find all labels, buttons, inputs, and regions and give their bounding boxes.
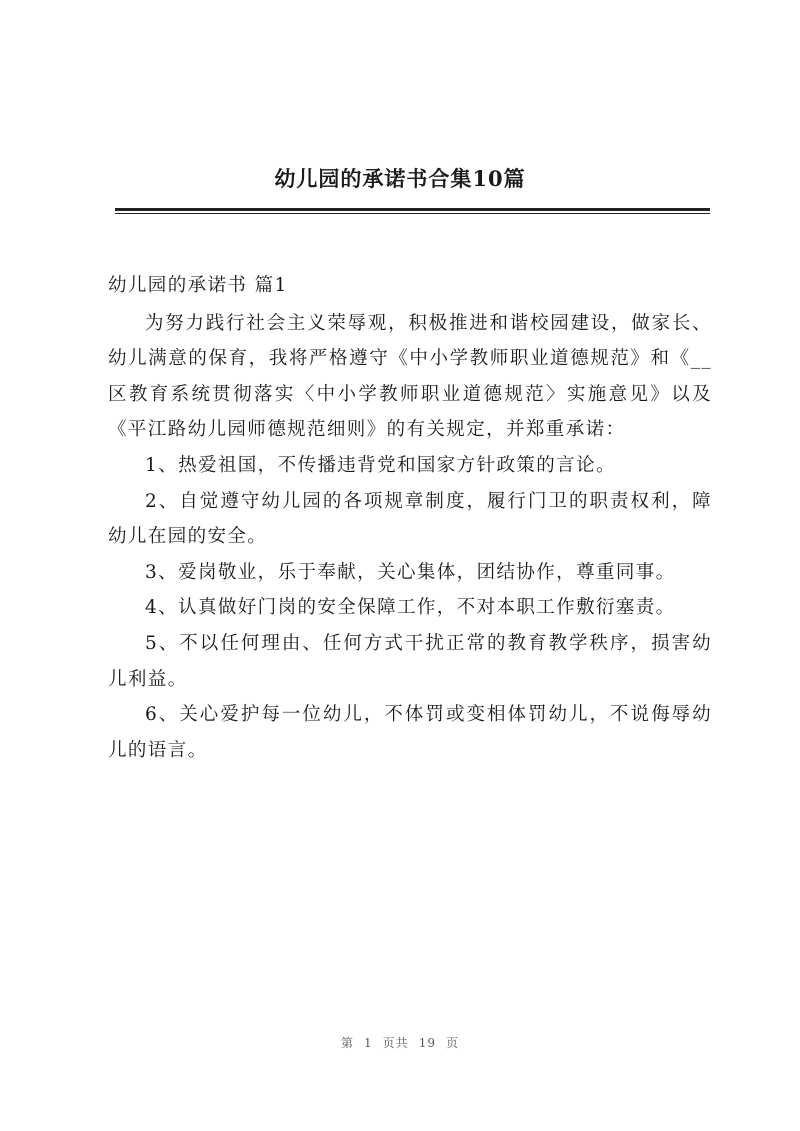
paragraph-intro: 为努力践行社会主义荣辱观，积极推进和谐校园建设，做家长、幼儿满意的保育，我将严格遵守《中小学教师职业道德规范》和《__区教育系统贯彻落实〈中小学教师职业道德规范〉实施意见》以及《平江路幼儿园师德规范细则》的有关规定，并郑重承诺：	[108, 312, 712, 441]
paragraph-item-3: 3、爱岗敬业，乐于奉献，关心集体，团结协作，尊重同事。	[145, 561, 676, 583]
document-title: 幼儿园的承诺书合集10篇	[274, 166, 526, 191]
footer-label-of: 页共	[382, 1036, 409, 1050]
title-underline-thin	[115, 213, 710, 214]
paragraph-item-5: 5、不以任何理由、任何方式干扰正常的教育教学秩序，损害幼儿利益。	[108, 632, 712, 690]
section-heading: 幼儿园的承诺书 篇1	[108, 275, 288, 296]
paragraph-item-4: 4、认真做好门岗的安全保障工作，不对本职工作敷衍塞责。	[145, 597, 676, 619]
paragraph-item-2: 2、自觉遵守幼儿园的各项规章制度，履行门卫的职责权利，障幼儿在园的安全。	[108, 490, 712, 548]
document-body	[108, 268, 712, 768]
footer-label-page: 第	[341, 1036, 355, 1050]
paragraph-item-1: 1、热爱祖国，不传播违背党和国家方针政策的言论。	[145, 454, 616, 476]
title-underline	[115, 208, 710, 211]
footer-total-pages: 19	[418, 1036, 436, 1050]
page-footer	[0, 1034, 800, 1051]
footer-current-page: 1	[364, 1036, 373, 1050]
paragraph-item-6: 6、关心爱护每一位幼儿，不体罚或变相体罚幼儿，不说侮辱幼儿的语言。	[108, 704, 712, 761]
footer-label-pages: 页	[445, 1036, 459, 1050]
